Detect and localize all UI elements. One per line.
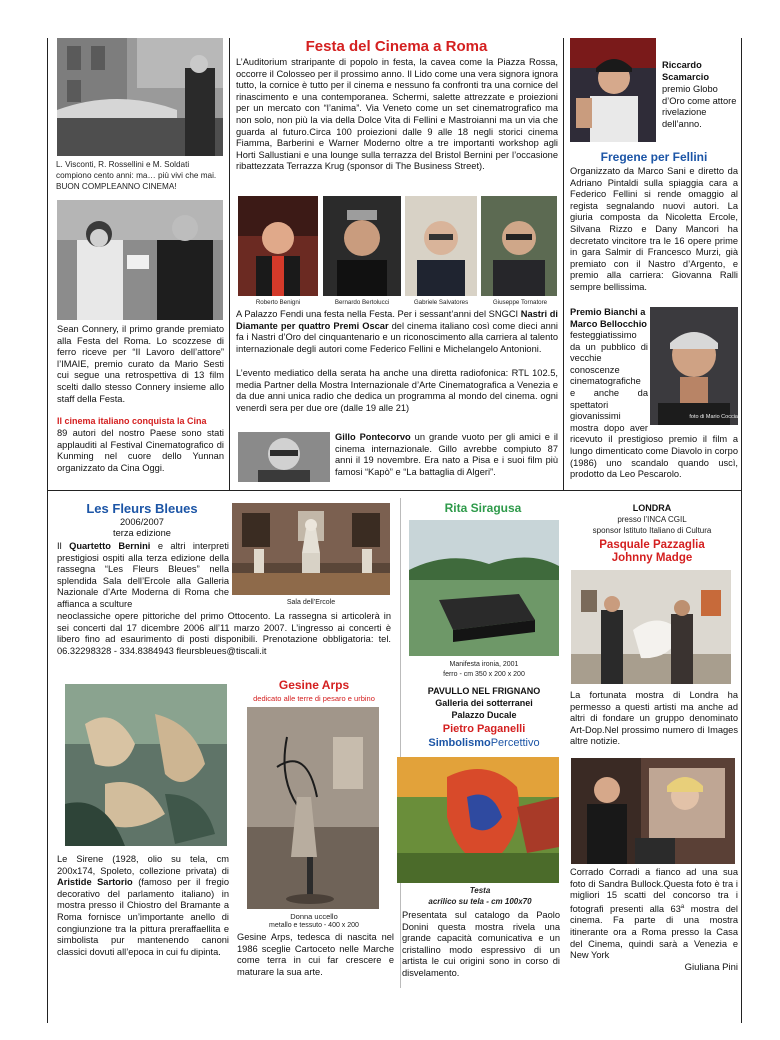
fleurs-post: e altri interpreti prestigiosi ospiti alla terza edizione della rassegna “Les Fleurs Bleues” nella splendida Sala dell’Ercole alla Galleria Nazionale d’Arte Moderna di Roma che affianca a sculture — [57, 541, 230, 609]
londra-sub2: sponsor Istituto Italiano di Cultura — [592, 526, 712, 535]
percettivo-text: Percettivo — [490, 737, 540, 749]
corradi-sup: a — [680, 903, 685, 910]
visconti-photo — [57, 38, 223, 156]
arps-caption-1: Donna uccello — [290, 912, 338, 921]
nastri-pre: A Palazzo Fendi una festa nella Festa. Per i sessant’anni del SNGCI — [236, 309, 521, 319]
col-divider-1 — [229, 38, 230, 490]
fleurs-intro — [57, 541, 229, 611]
rtl-text: L’evento mediatico della serata ha anche una diretta radiofonica: RTL 102.5, media Partner della Mostra Internazionale d’Arte Cinematografica a Venezia e da due anni unica radio che dedica un programma al mondo del cinema. ogni venerdì sera per due ore (dalle 19 alle 21) — [236, 368, 558, 413]
signature: Giuliana Pini — [684, 962, 738, 973]
festa-intro: L’Auditorium straripante di popolo in festa, la cavea come la Piazza Rossa, occorre il Colosseo per il prossimo anno. Il Lido come una vera signora ignora tutto, la cornice è tutto per il cinema e nessuno fa confronti tra una cornice del rinascimento e una contemporanea. Schermi, salette attrezzate e proiezioni per un mercato con “l’anima”. Via Veneto come un set cinematrografico ma non solo, non più la via della Dolce Vita di Fellini e Mastroianni ma un via che guarda al futuro.Circa 100 proiezioni dalle 9 alle 18 negli storici cinema Fiamma, Barberini e Warner Moderno oltre a tre importanti workshop agli Horti Sallustiani e una lounge sulla terrazza del Bristol Bernini per l’occasione ribattezzata Terrazza Krug (sponsor di The Business Street). — [236, 57, 558, 172]
sartorio-post: (famoso per il fregio decorativo del parlamento italiano) in mostra presso il Chiostro del Bramante a Roma fornisce un’importante anello di congiunzione tra la pittura preraffaellita e simbolista pur mantenendo canoni classici dovuti all’epoca in cui fu dipinta. — [57, 877, 229, 957]
salvatores-photo — [405, 196, 477, 296]
corradi-photo — [571, 758, 735, 864]
col-divider-3 — [400, 498, 401, 988]
siragusa-caption-1: Manifesta ironia, 2001 — [449, 661, 519, 668]
section-divider — [47, 490, 742, 491]
scamarcio-text: premio Globo d’Oro come attore rivelazione dell’anno. — [662, 84, 737, 129]
scamarcio-name: Riccardo Scamarcio — [662, 60, 710, 82]
tornatore-photo — [481, 196, 557, 296]
galleria-heading: Galleria dei sotterranei — [435, 698, 533, 708]
bianchi-flow — [570, 330, 738, 480]
cina-heading: Il cinema italiano conquista la Cina — [57, 416, 207, 426]
nastri-post: del cinema italiano così come dieci anni fa i Nastri d’Oro del cinquantenario e un riconoscimento alla carriera al talento internazionale degli autori come Federico Fellini e Michelangelo Antonioni. — [236, 320, 558, 354]
fleurs-title: Les Fleurs Bleues — [86, 501, 198, 516]
paganelli-text: Presentata sul catalogo da Paolo Donini questa mostra rivela una grande capacità comunicativa e un cristallino modo espressivo di un artista le cui origini sono in corso di disvelamento. — [402, 910, 560, 978]
left-border — [47, 38, 48, 1023]
pavullo-heading: PAVULLO NEL FRIGNANO — [427, 686, 541, 696]
testa-title: Testa — [469, 886, 491, 895]
nastri-text — [236, 309, 558, 355]
portrait-caption-3: Gabriele Salvatores — [413, 299, 469, 306]
fregene-title: Fregene per Fellini — [600, 150, 708, 164]
siragusa-title: Rita Siragusa — [444, 501, 522, 515]
testa-painting — [397, 757, 559, 883]
londra-artist-1: Pasquale Pazzaglia — [599, 539, 705, 551]
fleurs-body: neoclassiche opere pittoriche del primo Ottocento. La rassegna si articolerà in sei concerti dal 17 dicembre 2006 all’11 marzo 2007. L’ingresso ai concerti è libero fino ad esaurimento di posti disponibili. Prenotazione obbligatoria: tel. 06.32298328 - 334.8384943 fleursbleues@tiscali.it — [57, 611, 391, 656]
londra-sub1: presso l’INCA CGIL — [617, 515, 687, 524]
corradi-edition: 63 — [670, 903, 681, 914]
bianchi-text — [570, 307, 648, 330]
scamarcio-photo — [570, 38, 656, 142]
benigni-photo — [238, 196, 318, 296]
pontecorvo-body: un grande vuoto per gli amici e il cinema internazionale. Gillo avrebbe compiuto 87 anni il 19 novembre. Era nato a Pisa e i suoi film più famosi “Kapò” e “La battaglia di Algeri”. — [335, 432, 558, 477]
sartorio-text — [57, 854, 229, 958]
visconti-caption: L. Visconti, R. Rossellini e M. Soldati compiono cento anni: ma… più vivi che mai. BUON COMPLEANNO CINEMA! — [56, 160, 217, 191]
arps-subtitle: dedicato alle terre di pesaro e urbino — [253, 694, 375, 703]
nastri-bold: Nastri di Diamante per quattro Premi Oscar — [236, 309, 558, 331]
arps-caption-2: metallo e tessuto - 400 x 200 — [269, 922, 359, 929]
manifesta-ironia-photo — [409, 520, 559, 656]
corradi-post: mostra del cinema. Fa parte di una mostra itinerante ora a Roma presso la Casa del Cinema, quindi sarà a Venezia e New York — [570, 903, 738, 961]
sartorio-pre: Le Sirene (1928, olio su tela, cm 200x174, Spoleto, collezione privata) di — [57, 854, 229, 876]
corradi-pre: Corrado Corradi a fianco ad una sua foto di Sandra Bullock.Questa foto è tra i migliori 15 scatti del concorso tra i fotografi presenti alla — [570, 867, 738, 914]
arps-title: Gesine Arps — [278, 678, 350, 692]
simbolismo-bold: Simbolismo — [428, 737, 491, 749]
fleurs-edition: terza edizione — [113, 528, 171, 538]
londra-title: LONDRA — [632, 503, 672, 513]
sala-ercole-caption: Sala dell’Ercole — [286, 599, 336, 606]
siragusa-caption-2: ferro - cm 350 x 200 x 200 — [443, 671, 525, 678]
pontecorvo-photo — [238, 432, 330, 482]
fregene-text: Organizzato da Marco Sani e diretto da Adriano Pintaldi sulla spiaggia cara a Federico Fellini si rende omaggio al regista segnalando nuovi autori. La giuria composta da Nicoletta Ercole, Silvana Rizzo e Dany Mancori ha decretato vincitore tra le 16 opere prime in gara Salmir di Francesco Murzi, già premiato con il Nastro d’Argento, e premio alla carriera: Giovanna Ralli sempre bellissima. — [570, 166, 738, 292]
pontecorvo-name: Gillo Pontecorvo — [335, 432, 411, 442]
bianchi-float-spacer — [648, 330, 738, 428]
right-border — [741, 38, 742, 1023]
simbolismo-heading — [404, 737, 564, 749]
fleurs-bold: Quartetto Bernini — [69, 541, 151, 551]
londra-artist-2: Johnny Madge — [611, 552, 693, 564]
col-divider-2 — [563, 38, 564, 490]
pontecorvo-text — [335, 432, 558, 478]
connery-text: Sean Connery, il primo grande premiato alla Festa del Roma. Lo scozzese di ferro riceve per “Il Lavoro dell’attore” l’IMAIE, premio curato da Mario Sesti cui segue una retrospettiva di 13 film scelti dallo stesso Connery insieme allo staff della Festa. — [57, 324, 224, 404]
connery-photo — [57, 200, 223, 320]
cina-text: 89 autori del nostro Paese sono stati applauditi al Festival Cinematografico di Kunming nel cuore dello Yunnan organizzato da Cina Oggi. — [57, 428, 224, 473]
londra-text-2 — [570, 867, 738, 962]
sala-ercole-photo — [232, 503, 390, 595]
portrait-caption-1: Roberto Benigni — [255, 299, 301, 306]
fleurs-pre: Il — [57, 541, 70, 551]
paganelli-name: Pietro Paganelli — [442, 723, 526, 735]
palazzo-heading: Palazzo Ducale — [451, 710, 517, 720]
testa-caption: acrilico su tela - cm 100x70 — [428, 897, 532, 906]
sartorio-painting — [65, 684, 227, 846]
sartorio-artist: Aristide Sartorio — [57, 877, 133, 888]
festa-title: Festa del Cinema a Roma — [305, 38, 488, 55]
arps-text: Gesine Arps, tedesca di nascita nel 1986 sceglie Cartoceto nelle Marche come terra in cui far crescere e maturare la sua arte. — [237, 932, 394, 977]
bianchi-title: Premio Bianchi a Marco Bellocchio — [570, 307, 647, 329]
donna-uccello-photo — [247, 707, 379, 909]
portrait-caption-4: Giuseppe Tornatore — [492, 299, 548, 306]
bertolucci-photo — [323, 196, 401, 296]
photo-credit: foto di Mario Coccia — [689, 414, 738, 420]
londra-exhibit-photo — [571, 570, 731, 684]
portrait-caption-2: Bernardo Bertolucci — [334, 299, 390, 306]
londra-text-1: La fortunata mostra di Londra ha permesso a questi artisti ma anche ad altri di fondare un gruppo denominato Art-Dop.Nel prossimo numero di Images altre notizie. — [570, 690, 738, 747]
fleurs-years: 2006/2007 — [120, 517, 164, 527]
bianchi-body-text: festeggiatissimo da un pubblico di vecchie conoscenze cinematografiche e anche da spettatori giovanissimi mostra dopo aver ricevuto il prestigioso premio il film a lungo dimenticato come Diavolo in corpo (1986) uno scandalo quando uscì, prodotto da Leo Pescarolo. — [570, 330, 738, 480]
